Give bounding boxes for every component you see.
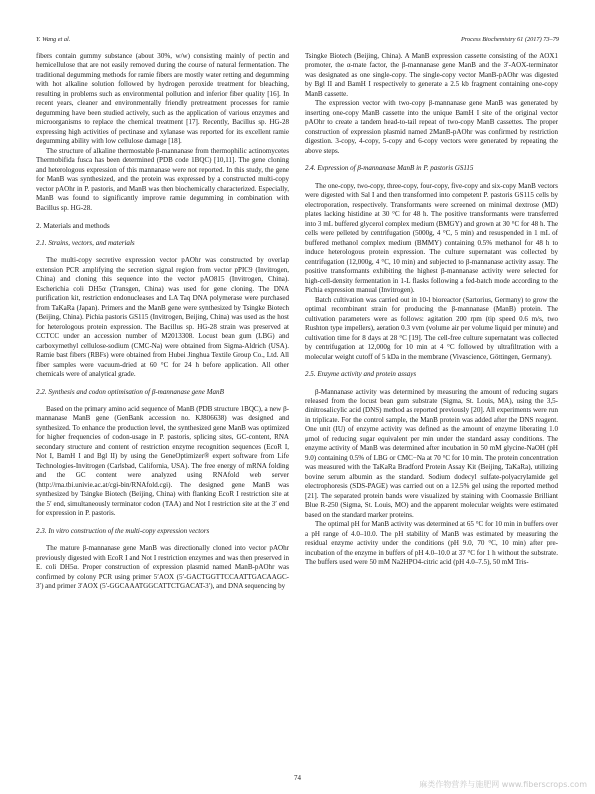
subsection-heading-2-2: 2.2. Synthesis and codon optimisation of β-mannanase gene ManB xyxy=(36,387,224,396)
left-column xyxy=(36,52,289,592)
paragraph-2-4-2: Batch cultivation was carried out in 10-l bioreactor (Sartorius, Germany) to grow the optimal recombinant strain for producing the β-mannanase (ManB) protein. The cultivation parameters were as follows: agitation 200 rpm (tip speed 0.6 m/s, two Rushton type impellers), aeration 0.3 vvm (volume air per volume liquid per minute) and cultivation time for 8 days at 28 °C [19]. The cell-free culture supernatant was collected by centrifugation at 12,000g for 10 min at 4 °C followed by ultrafiltration with a molecular weight cutoff of 5 kDa in the membrane (Vivascience, Göttingen, Germany). xyxy=(305,295,558,361)
subsection-heading-2-5: 2.5. Enzyme activity and protein assays xyxy=(305,370,417,379)
subsection-heading-2-1: 2.1. Strains, vectors, and materials xyxy=(36,238,135,247)
intro-paragraph-2: The structure of alkaline thermostable β-mannanase from thermophilic actinomycetes Thermobifida fusca has been determined (PDB code 1BQC) [10,11]. The gene cloning and heterologous expression of this mannanase were not reported. In this study, the gene for ManB was synthesized, and the protein was expressed by a constructed multi-copy vector pAOhr in P. pastoris, and ManB was then biochemically characterized. Especially, ManB was found to significantly improve ramie degumming in combination with Bacillus sp. HG-28. xyxy=(36,146,289,212)
watermark: 麻类作物营养与施肥网 www.fiberscrops.com xyxy=(419,780,587,789)
subsection-heading-2-3: 2.3. In vitro construction of the multi-copy expression vectors xyxy=(36,526,210,535)
section-heading-materials-methods: 2. Materials and methods xyxy=(36,221,110,231)
paragraph-2-5-1: β-Mannanase activity was determined by measuring the amount of reducing sugars released from the locust bean gum substrate (Sigma, St. Louis, MA), using the 3,5-dinitrosalicylic acid (DNS) method as reported previously [20]. All experiments were run in triplicate. For the control sample, the ManB protein was added after the DNS reagent. One unit (IU) of enzyme activity was defined as the amount of enzyme liberating 1.0 μmol of reducing sugar equivalent per min under the standard assay conditions. The enzyme activity of ManB was determined after incubation in 50 mM glycine-NaOH (pH 9.0) containing 0.5% of LBG or CMC−Na at 70 °C for 10 min. The protein concentration was measured with the TaKaRa Bradford Protein Assay Kit (Beijing, TaKaRa), utilizing bovine serum albumin as the standard. Sodium dodecyl sulfate-polyacrylamide gel electrophoresis (SDS-PAGE) was carried out on a 12.5% gel using the reported method [21]. The separated protein bands were visualized by staining with Coomassie Brilliant Blue R-250 (Sigma, St. Louis, MO) and the apparent molecular weights were estimated based on the standard marker proteins. xyxy=(305,387,558,519)
paragraph-2-3-continued: Tsingke Biotech (Beijing, China). A ManB expression cassette consisting of the AOX1 promoter, the α-mate factor, the β-mannanase gene ManB and the 3′-AOX-terminator was designated as one single-copy. The single-copy vector ManB-pAOhr was digested by Bgl II and BamH I respectively to generate a 2.5 kb fragment containing one-copy ManB cassette. xyxy=(305,52,558,98)
header-authors: Y. Wang et al. xyxy=(36,36,71,43)
paragraph-2-3: The mature β-mannanase gene ManB was directionally cloned into vector pAOhr previously digested with EcoR I and Not I restriction enzymes and was then preserved in E. coli DH5α. Proper construction of expression plasmid named ManB-pAOhr was confirmed by colony PCR using primer 5′AOX (5′-GACTGGTTCCAATTGACAAGC-3′) and primer 3′AOX (5′-GGCAAATGGCATTCTGACAT-3′), and DNA sequencing by xyxy=(36,544,289,591)
paragraph-2-1: The multi-copy secretive expression vector pAOhr was constructed by overlap extension PCR amplifying the secretion signal region from vector pPIC9 (Invitrogen, China) and cloning this sequence into the vector pAO815 (Invitrogen, China). Escherichia coli DH5α (Transgen, China) was used for gene cloning. The DNA purification kit, restriction endonucleases and LA Taq DNA polymerase were purchased from TaKaRa (Japan). Primers and the ManB gene were synthesized by Tsingke Biotech (Beijing, China). Pichia pastoris GS115 (Invitrogen, Beijing, China) was used as the host for heterologous protein expression. The Bacillus sp. HG-28 strain was preserved at CCTCC under an accession number of M2013308. Locust bean gum (LBG) and carboxymethyl cellulose-sodium (CMC-Na) were obtained from Sigma-Aldrich (USA). Ramie bast fibers (RBFs) were obtained from Hubei Jinghua Textile Group Co., Ltd. All fiber samples were vacuum-dried at 60 °C for 24 h before application. All other chemicals were of analytical grade. xyxy=(36,256,289,379)
header-journal: Process Biochemistry 61 (2017) 73–79 xyxy=(460,36,559,43)
page-number: 74 xyxy=(294,774,301,782)
paragraph-2-5-2: The optimal pH for ManB activity was determined at 65 °C for 10 min in buffers over a pH range of 4.0–10.0. The pH stability of ManB was estimated by measuring the residual enzyme activity under the conditions (pH 9.0, 70 °C, 10 min) after pre-incubation of the enzyme in buffers of pH 4.0–10.0 at 37 °C for 1 h without the substrate. The buffers used were 50 mM Na2HPO4-citric acid (pH 4.0–7.5), 50 mM Tris- xyxy=(305,520,558,567)
intro-paragraph-1: fibers contain gummy substance (about 30%, w/w) consisting mainly of pectin and hemicellulose that are not easily removed during the course of natural fermentation. The traditional degumming methods for ramie fibers are mostly water retting and degumming with hot alkaline solution followed by hydrogen peroxide treatment for bleaching, resulting in problems such as environmental pollution and inferior fiber quality [16]. In recent years, cleaner and environmentally friendly pretreatment processes for ramie degumming have been studied actively, such as the application of various enzymes and microorganisms to replace the chemical treatment [17]. Recently, Bacillus sp. HG-28 expressing high activities of pectinase and xylanase was reported for its excellent ramie degumming ability with low cellulose damage [18]. xyxy=(36,52,289,146)
subsection-heading-2-4: 2.4. Expression of β-mannanase ManB in P. pastoris GS115 xyxy=(305,164,474,173)
running-head xyxy=(36,36,559,46)
paragraph-2-3-multicopy: The expression vector with two-copy β-mannanase gene ManB was generated by inserting one-copy ManB cassette into the unique BamH I site of the original vector pAOhr to create a tandem head-to-tail repeat of two-copy ManB cassettes. The proper construction of expression plasmid named 2ManB-pAOhr was confirmed by restriction digestion. 3-copy, 4-copy, 5-copy and 6-copy vectors were generated by repeating the above steps. xyxy=(305,99,558,155)
right-column xyxy=(305,52,558,568)
paragraph-2-2: Based on the primary amino acid sequence of ManB (PDB structure 1BQC), a new β-mannanase ManB gene (GenBank accession no. KJ806638) was designed and synthesized. To enhance the production level, the synthesized gene ManB was optimized for higher frequencies of codon-usage in P. pastoris, splicing sites, GC-content, RNA secondary structure and content of restriction enzyme recognition sequences (EcoR I, Not I, BamH I and Bgl II) by using the GeneOptimizer® expert software from Life Technologies-Invitrogen (Carlsbad, California, USA). The free energy of mRNA folding and the GC content were analyzed using RNAfold web server (http://rna.tbi.univie.ac.at/cgi-bin/RNAfold.cgi). The designed gene ManB was synthesized by Tsingke Biotech (Beijing, China) with flanking EcoR I restriction site at the 5′ end, simultaneously terminator codon (TAA) and Not I restriction site at the 3′ end for expression in P. pastoris. xyxy=(36,404,289,518)
paragraph-2-4-1: The one-copy, two-copy, three-copy, four-copy, five-copy and six-copy ManB vectors were digested with Sal I and then transformed into competent P. pastoris GS115 cells by electroporation, respectively. Transformants were screened on minimal dextrose (MD) plates lacking histidine at 30 °C for 48 h. The positive transformants were transferred into 3 mL buffered glycerol complex medium (BMGY) and grown at 30 °C for 48 h. The cells were pelleted by centrifugation (5000g, 4 °C, 5 min) and resuspended in 1 mL of buffered methanol complex medium (BMMY) containing 0.5% methanol for 48 h to induce heterologous protein expression. The culture supernatant was collected by centrifugation (12,000g, 4 °C, 10 min) and subjected to β-mannanase activity assay. The positive transformants exhibiting the highest β-mannanase activity were selected for high-cell-density fermentation in 1-L flasks following a fed-batch mode according to the Pichia expression manual (Invitrogen). xyxy=(305,181,558,295)
